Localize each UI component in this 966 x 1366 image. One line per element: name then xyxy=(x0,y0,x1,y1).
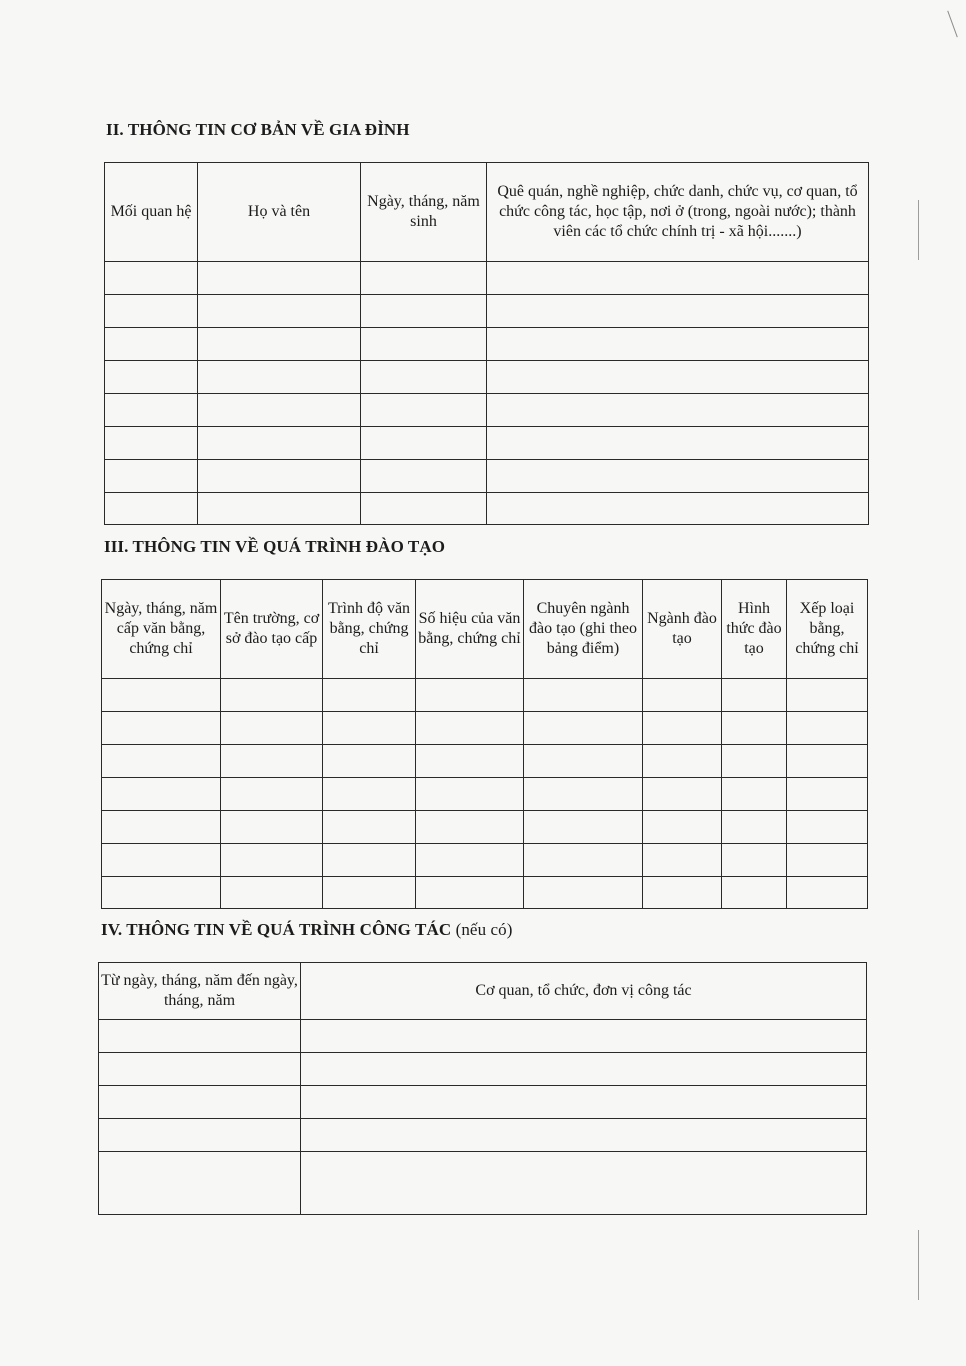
work-history-table xyxy=(98,962,867,1215)
table-row xyxy=(105,328,869,361)
col-header-classification: Xếp loại bằng, chứng chỉ xyxy=(787,580,868,679)
table-row xyxy=(102,712,868,745)
section-4-title-suffix: (nếu có) xyxy=(455,920,513,939)
table-row xyxy=(105,295,869,328)
table-row xyxy=(102,844,868,877)
col-header-certificate-number: Số hiệu của văn bằng, chứng chỉ xyxy=(416,580,524,679)
col-header-degree-level: Trình độ văn bằng, chứng chỉ xyxy=(323,580,416,679)
table-row xyxy=(105,361,869,394)
col-header-specialization: Chuyên ngành đào tạo (ghi theo bảng điểm) xyxy=(524,580,643,679)
section-2-title: II. THÔNG TIN CƠ BẢN VỀ GIA ĐÌNH xyxy=(106,120,410,139)
table-row xyxy=(102,811,868,844)
scan-edge-mark xyxy=(918,200,919,260)
table-row xyxy=(102,679,868,712)
col-header-issue-date: Ngày, tháng, năm cấp văn bằng, chứng chỉ xyxy=(102,580,221,679)
table-row xyxy=(99,1152,867,1215)
scan-edge-mark xyxy=(947,11,958,38)
col-header-birth-date: Ngày, tháng, năm sinh xyxy=(361,163,487,262)
col-header-school-name: Tên trường, cơ sở đào tạo cấp xyxy=(221,580,323,679)
table-row xyxy=(102,877,868,909)
table-row xyxy=(105,262,869,295)
table-row xyxy=(105,460,869,493)
col-header-relationship: Mối quan hệ xyxy=(105,163,198,262)
table-row xyxy=(99,1086,867,1119)
col-header-details: Quê quán, nghề nghiệp, chức danh, chức vụ, cơ quan, tổ chức công tác, học tập, nơi ở (trong, ngoài nước); thành viên các tổ chức chính trị - xã hội.......) xyxy=(487,163,869,262)
scan-edge-mark xyxy=(918,1230,919,1300)
table-row xyxy=(105,493,869,525)
family-info-table xyxy=(104,162,869,525)
col-header-full-name: Họ và tên xyxy=(198,163,361,262)
table-row xyxy=(102,778,868,811)
table-row xyxy=(102,745,868,778)
col-header-training-mode: Hình thức đào tạo xyxy=(722,580,787,679)
section-4-heading xyxy=(101,920,513,940)
training-info-table xyxy=(101,579,868,909)
table-row xyxy=(105,394,869,427)
section-4-title: IV. THÔNG TIN VỀ QUÁ TRÌNH CÔNG TÁC xyxy=(101,920,452,939)
section-3-title: III. THÔNG TIN VỀ QUÁ TRÌNH ĐÀO TẠO xyxy=(104,537,446,556)
table-row xyxy=(99,1119,867,1152)
table-row xyxy=(99,1053,867,1086)
col-header-field-of-study: Ngành đào tạo xyxy=(643,580,722,679)
col-header-organization: Cơ quan, tổ chức, đơn vị công tác xyxy=(301,963,867,1020)
table-row xyxy=(99,1020,867,1053)
table-row xyxy=(105,427,869,460)
col-header-date-range: Từ ngày, tháng, năm đến ngày, tháng, năm xyxy=(99,963,301,1020)
